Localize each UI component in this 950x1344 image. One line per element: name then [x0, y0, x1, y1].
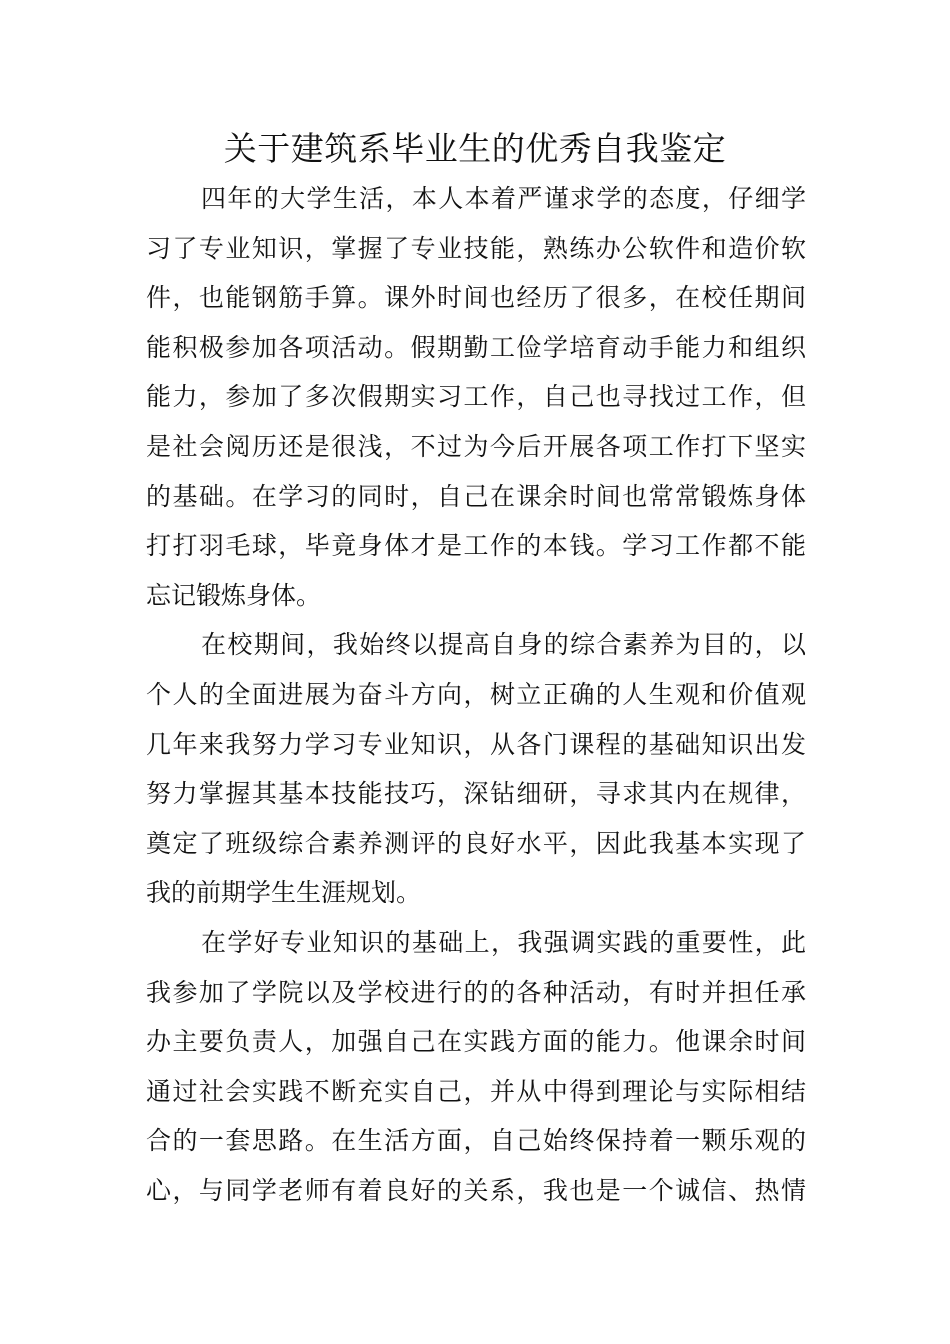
paragraph-3 [146, 918, 806, 1216]
paragraph-line: 几年来我努力学习专业知识，从各门课程的基础知识出发 [146, 729, 806, 759]
paragraph-line: 忘记锻炼身体。 [146, 580, 322, 610]
paragraph-1 [146, 174, 806, 620]
paragraph-line: 习了专业知识，掌握了专业技能，熟练办公软件和造价软 [146, 233, 806, 263]
paragraph-line: 件，也能钢筋手算。课外时间也经历了很多，在校任期间 [146, 283, 806, 313]
paragraph-line: 在学好专业知识的基础上，我强调实践的重要性，此 [201, 927, 806, 957]
paragraph-line: 是社会阅历还是很浅，不过为今后开展各项工作打下坚实 [146, 431, 806, 461]
document-body [146, 174, 806, 1215]
paragraph-line: 能力，参加了多次假期实习工作，自己也寻找过工作，但 [146, 382, 806, 412]
paragraph-line: 我的前期学生生涯规划。 [146, 878, 422, 908]
paragraph-line: 打打羽毛球，毕竟身体才是工作的本钱。学习工作都不能 [146, 531, 806, 561]
paragraph-line: 努力掌握其基本技能技巧，深钻细研，寻求其内在规律， [146, 779, 806, 809]
paragraph-line: 合的一套思路。在生活方面，自己始终保持着一颗乐观的 [146, 1126, 806, 1156]
paragraph-line: 心，与同学老师有着良好的关系，我也是一个诚信、热情 [146, 1175, 806, 1205]
paragraph-line: 办主要负责人，加强自己在实践方面的能力。他课余时间 [146, 1027, 806, 1057]
paragraph-line: 能积极参加各项活动。假期勤工俭学培育动手能力和组织 [146, 332, 806, 362]
paragraph-line: 我参加了学院以及学校进行的的各种活动，有时并担任承 [146, 977, 806, 1007]
paragraph-line: 四年的大学生活，本人本着严谨求学的态度，仔细学 [201, 184, 806, 213]
paragraph-line: 个人的全面进展为奋斗方向，树立正确的人生观和价值观 [146, 679, 806, 709]
paragraph-line: 的基础。在学习的同时，自己在课余时间也常常锻炼身体 [146, 481, 806, 511]
paragraph-line: 奠定了班级综合素养测评的良好水平，因此我基本实现了 [146, 828, 806, 858]
paragraph-line: 通过社会实践不断充实自己，并从中得到理论与实际相结 [146, 1076, 806, 1106]
paragraph-2 [146, 620, 806, 918]
paragraph-line: 在校期间，我始终以提高自身的综合素养为目的，以 [201, 630, 806, 660]
document-title: 关于建筑系毕业生的优秀自我鉴定 [223, 129, 727, 168]
